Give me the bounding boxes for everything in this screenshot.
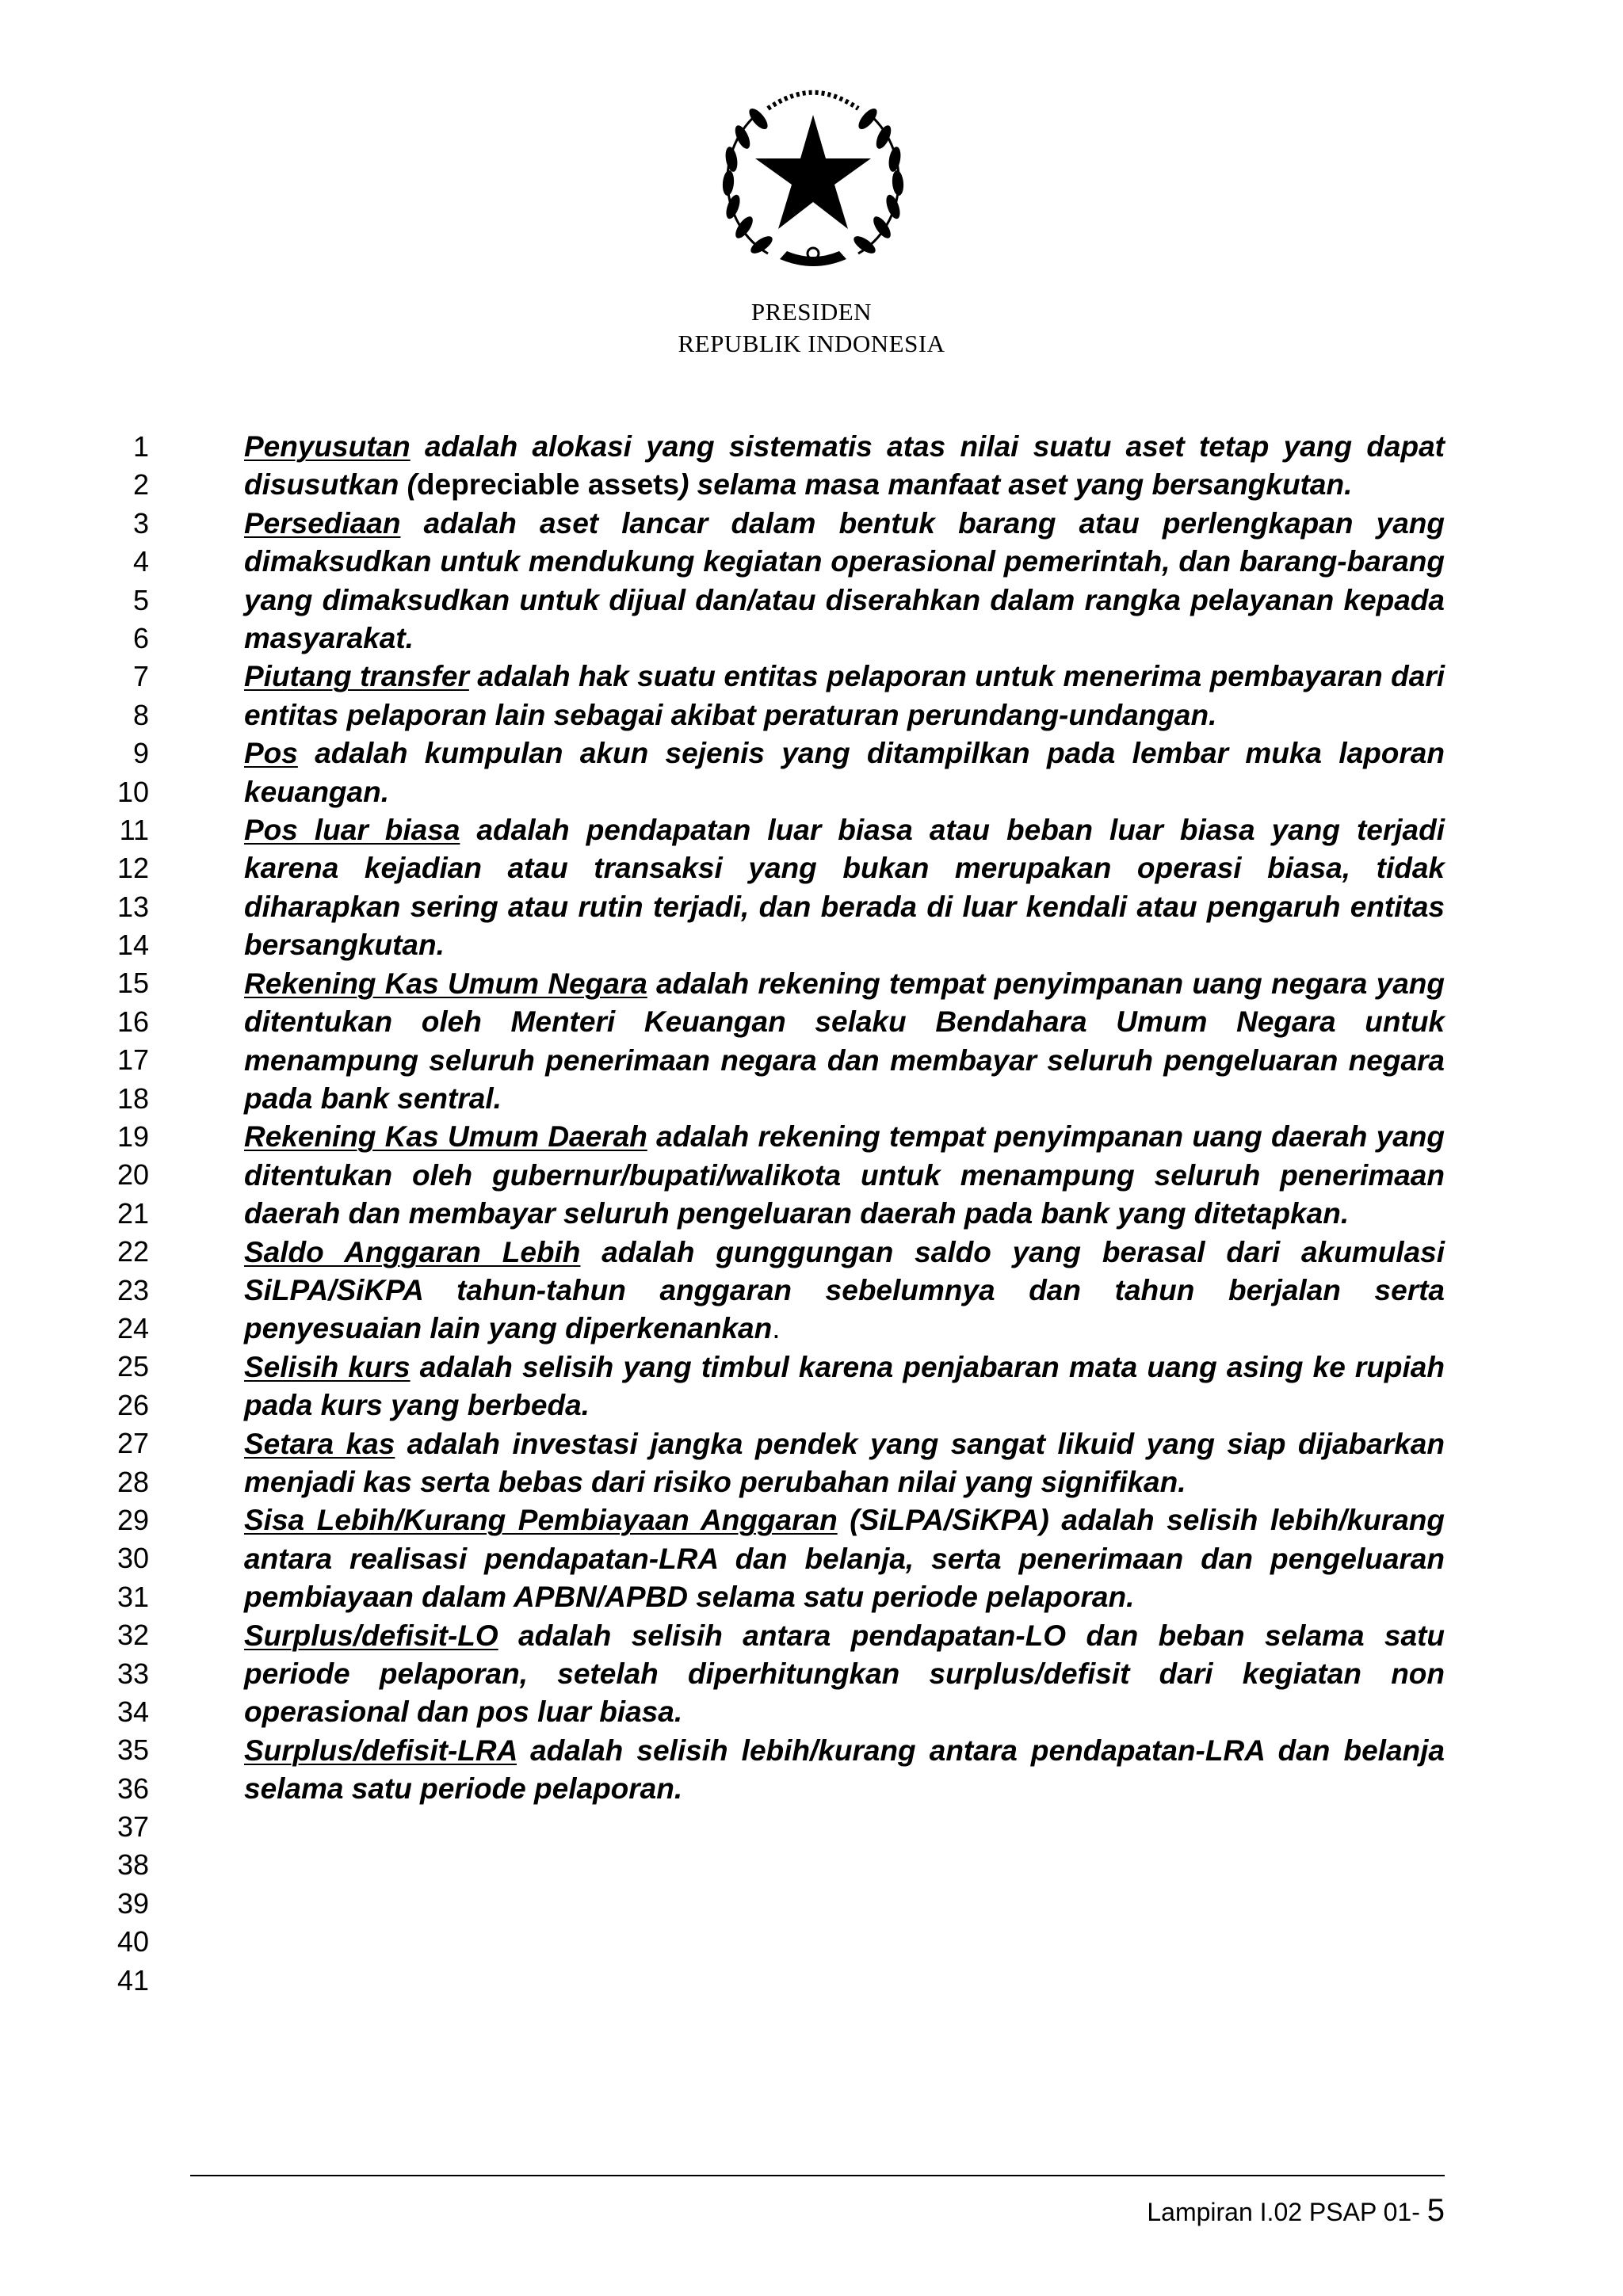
definition-text: adalah aset lancar dalam bentuk barang atau perlengkapan yang dimaksudkan untuk mendukung kegiatan operasional pemerintah, dan barang-barang yang dimaksudkan untuk dijual dan/atau diserahkan dalam rangka pelayanan kepada masyarakat. xyxy=(244,506,1445,655)
definition-text: adalah investasi jangka pendek yang sangat likuid yang siap dijabarkan menjadi kas serta bebas dari risiko perubahan nilai yang signifikan. xyxy=(244,1427,1445,1498)
line-number: 14 xyxy=(116,929,149,962)
line-number: 26 xyxy=(116,1388,149,1421)
definition-term: Pos xyxy=(244,737,298,770)
line-number: 8 xyxy=(132,698,149,731)
line-number: 30 xyxy=(116,1542,149,1575)
definition-term: Pos luar biasa xyxy=(244,814,460,847)
line-number: 7 xyxy=(132,660,149,693)
definition-rekening-kas-umum-daerah xyxy=(244,1118,1445,1233)
definition-surplus-defisit-lra xyxy=(244,1732,1445,1809)
line-number: 23 xyxy=(116,1273,149,1306)
page-number: 5 xyxy=(1426,2193,1445,2228)
definition-text: adalah selisih yang timbul karena penjabaran mata uang asing ke rupiah pada kurs yang berbeda. xyxy=(244,1350,1445,1422)
footer-divider xyxy=(190,2175,1445,2176)
definition-surplus-defisit-lo xyxy=(244,1617,1445,1732)
definition-rekening-kas-umum-negara xyxy=(244,965,1445,1119)
definition-saldo-anggaran-lebih xyxy=(244,1234,1445,1348)
definition-selisih-kurs xyxy=(244,1348,1445,1425)
header-presiden: PRESIDEN xyxy=(750,298,873,326)
definition-term: Surplus/defisit-LO xyxy=(244,1619,498,1652)
footer-label: Lampiran I.02 PSAP 01- xyxy=(1147,2198,1427,2226)
line-number: 39 xyxy=(116,1886,149,1920)
definition-term: Saldo Anggaran Lebih xyxy=(244,1235,581,1268)
line-number: 40 xyxy=(116,1925,149,1958)
definition-term: Penyusutan xyxy=(244,430,411,463)
line-numbers xyxy=(95,428,149,2000)
definition-text: adalah hak suatu entitas pelaporan untuk menerima pembayaran dari entitas pelaporan lain sebagai akibat peraturan perundang-undangan. xyxy=(244,660,1445,731)
definition-text: adalah alokasi yang sistematis atas nilai suatu aset tetap yang dapat disusutkan ( xyxy=(244,430,1445,502)
line-number: 38 xyxy=(116,1848,149,1882)
line-number: 34 xyxy=(116,1695,149,1728)
definition-english-term: depreciable assets xyxy=(416,468,680,502)
definition-text: adalah selisih antara pendapatan-LO dan beban selama satu periode pelaporan, setelah diperhitungkan surplus/defisit dari kegiatan non operasional dan pos luar biasa. xyxy=(244,1619,1445,1729)
definition-text: adalah pendapatan luar biasa atau beban luar biasa yang terjadi karena kejadian atau transaksi yang bukan merupakan operasi biasa, tidak diharapkan sering atau rutin terjadi, dan berada di luar kendali atau pengaruh entitas bersangkutan. xyxy=(244,814,1445,962)
line-number: 31 xyxy=(116,1580,149,1613)
definition-setara-kas xyxy=(244,1425,1445,1502)
line-number: 1 xyxy=(132,430,149,463)
line-number: 16 xyxy=(116,1005,149,1038)
line-number: 4 xyxy=(132,545,149,578)
line-number: 5 xyxy=(132,583,149,616)
definition-text: adalah rekening tempat penyimpanan uang daerah yang ditentukan oleh gubernur/bupati/walikota untuk menampung seluruh penerimaan daerah dan membayar seluruh pengeluaran daerah pada bank yang ditetapkan. xyxy=(244,1120,1445,1230)
definition-silpa-sikpa xyxy=(244,1501,1445,1616)
definition-term: Piutang transfer xyxy=(244,660,469,693)
definition-term: Surplus/defisit-LRA xyxy=(244,1733,517,1767)
line-number: 2 xyxy=(132,468,149,502)
line-number: 27 xyxy=(116,1427,149,1460)
definition-text: (SiLPA/SiKPA) adalah selisih lebih/kurang antara realisasi pendapatan-LRA dan belanja, serta penerimaan dan pengeluaran pembiayaan dalam APBN/APBD selama satu periode pelaporan. xyxy=(244,1504,1445,1614)
definition-term: Setara kas xyxy=(244,1427,395,1460)
definition-tail: . xyxy=(772,1312,781,1345)
line-number: 28 xyxy=(116,1465,149,1498)
definition-piutang-transfer xyxy=(244,658,1445,734)
line-number: 21 xyxy=(116,1196,149,1230)
line-number: 33 xyxy=(116,1657,149,1690)
line-number: 13 xyxy=(116,890,149,923)
definition-persediaan xyxy=(244,505,1445,658)
line-number: 11 xyxy=(119,813,149,846)
definition-text: adalah kumpulan akun sejenis yang ditampilkan pada lembar muka laporan keuangan. xyxy=(244,737,1445,808)
line-number: 12 xyxy=(116,852,149,885)
definition-penyusutan xyxy=(244,428,1445,505)
line-number: 3 xyxy=(132,506,149,540)
line-number: 6 xyxy=(132,621,149,654)
header-republik-indonesia: REPUBLIK INDONESIA xyxy=(678,330,945,357)
line-number: 24 xyxy=(116,1311,149,1344)
definition-text: adalah selisih lebih/kurang antara pendapatan-LRA dan belanja selama satu periode pelaporan. xyxy=(244,1733,1445,1806)
definition-term: Persediaan xyxy=(244,506,401,540)
definition-pos-luar-biasa xyxy=(244,811,1445,965)
line-number: 22 xyxy=(116,1235,149,1268)
line-number: 15 xyxy=(116,967,149,1000)
line-number: 20 xyxy=(116,1158,149,1192)
line-number: 17 xyxy=(116,1043,149,1077)
definition-term: Rekening Kas Umum Daerah xyxy=(244,1120,647,1154)
definition-pos xyxy=(244,734,1445,811)
line-number: 32 xyxy=(116,1619,149,1652)
line-number: 35 xyxy=(116,1733,149,1767)
definition-text: adalah gunggungan saldo yang berasal dari akumulasi SiLPA/SiKPA tahun-tahun anggaran sebelumnya dan tahun berjalan serta penyesuaian lain yang diperkenankan xyxy=(244,1235,1445,1345)
line-number: 36 xyxy=(116,1772,149,1805)
definitions-list xyxy=(244,428,1445,1809)
garuda-star-wreath-emblem-icon xyxy=(712,83,914,281)
definition-text: ) selama masa manfaat aset yang bersangkutan. xyxy=(679,468,1353,502)
line-number: 9 xyxy=(132,737,149,770)
definition-term: Rekening Kas Umum Negara xyxy=(244,967,647,1000)
line-number: 10 xyxy=(116,775,149,808)
line-number: 18 xyxy=(116,1081,149,1115)
line-number: 29 xyxy=(116,1503,149,1536)
page-footer xyxy=(1147,2195,1445,2228)
line-number: 19 xyxy=(116,1120,149,1154)
definition-term: Sisa Lebih/Kurang Pembiayaan Anggaran xyxy=(244,1504,838,1537)
line-number: 25 xyxy=(116,1350,149,1383)
definition-term: Selisih kurs xyxy=(244,1350,411,1383)
line-number: 41 xyxy=(116,1963,149,1997)
line-number: 37 xyxy=(116,1810,149,1844)
definition-text: adalah rekening tempat penyimpanan uang negara yang ditentukan oleh Menteri Keuangan selaku Bendahara Umum Negara untuk menampung seluruh penerimaan negara dan membayar seluruh pengeluaran negara pada bank sentral. xyxy=(244,967,1445,1115)
